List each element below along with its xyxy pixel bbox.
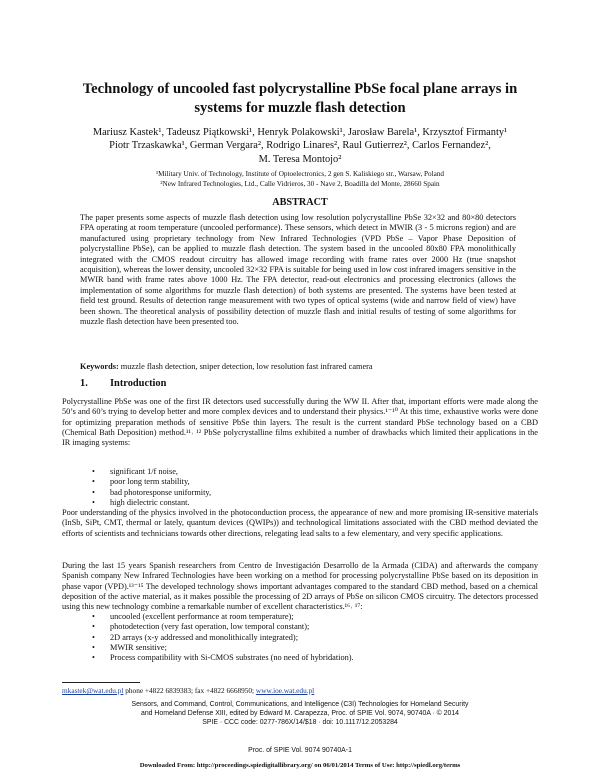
abstract-text: The paper presents some aspects of muzzle flash detection using low resolution polycrystalline PbSe 32×32 and 80×80 detectors FPA operating at room temperature (uncooled performance). These sensors, which detect in MWIR (3 - 5 microns region) and are manufactured using proprietary technology from New Infrared Technologies (VPD PbSe – Vapor Phase Deposition of polycrystalline PbSe), can be applied to muzzle flash detection. The system based in the uncooled 80x80 FPA monolithically integrated with the CMOS readout circuitry has allowed image recording with frame rates over 2000 Hz (true snapshot acquisition), whereas the lower density, uncooled 32×32 FPA is suitable for being used in low cost infrared imagers sensitive in the MWIR band with frame rates above 1000 Hz. The FPA detector, read-out electronics and processing electronics (allows the implementation of some algorithms for muzzle flash detection) of both systems are presented. The systems have been tested at field test ground. Results of detection range measurement with two types of optical systems (wide and narrow field of view) have been shown. The theoretical analysis of possibility detection of muzzle flash and initial results of testing of some algorithms for muzzle flash detection have been presented too. xyxy=(80,213,516,327)
list-item: • photodetection (very fast operation, low temporal constant); xyxy=(88,622,354,632)
affiliations xyxy=(60,169,540,189)
paper-title: Technology of uncooled fast polycrystalline PbSe focal plane arrays in systems for muzzle flash detection xyxy=(82,81,518,116)
footer-line-1: Sensors, and Command, Control, Communications, and Intelligence (C3I) Technologies for Homeland Security xyxy=(131,701,469,708)
section-title: Introduction xyxy=(110,378,167,389)
list-item: • 2D arrays (x-y addressed and monolithically integrated); xyxy=(88,633,354,643)
affiliation-2: ²New Infrared Technologies, Ltd., Calle Vidrieros, 30 - Nave 2, Boadilla del Monte, 28660 Spain xyxy=(160,180,440,188)
download-notice: Downloaded From: http://proceedings.spiedigitallibrary.org/ on 06/01/2014 Terms of Use: http://spiedl.org/terms xyxy=(139,762,461,769)
section-number: 1. xyxy=(80,378,88,389)
author-line-2: Piotr Trzaskawka¹, German Vergara², Rodrigo Linares², Raul Gutierrez², Carlos Fernandez², xyxy=(109,140,491,152)
list-item: • Process compatibility with Si-CMOS substrates (no need of hybridation). xyxy=(88,653,354,663)
contact-text: phone +4822 6839383; fax +4822 6668950; xyxy=(123,686,256,695)
author-line-3: M. Teresa Montojo² xyxy=(258,153,342,165)
keywords-text: muzzle flash detection, sniper detection, low resolution fast infrared camera xyxy=(118,362,373,371)
footnote-contact xyxy=(62,686,314,695)
intro-paragraph-1: Polycrystalline PbSe was one of the first IR detectors used successfully during the WW II. After that, important efforts were made along the 50’s and 60’s trying to develop better and more complex devices and to understand their physics.¹⁻¹⁰ At this time, exhaustive works were done for optimizing preparation methods of sensitive PbSe thin layers. The result is the current standard PbSe technology based on a CBD (Chemical Bath Deposition) method.¹¹˒ ¹² PbSe polycrystalline films exhibited a number of drawbacks which limited their applications in the IR imaging systems: xyxy=(62,397,538,448)
abstract-heading: ABSTRACT xyxy=(272,197,328,208)
keywords xyxy=(80,362,520,371)
publication-footer xyxy=(60,701,540,727)
list-item: • poor long term stability, xyxy=(88,477,211,487)
author-list xyxy=(60,126,540,166)
list-item: • bad photoresponse uniformity, xyxy=(88,488,211,498)
characteristics-list xyxy=(88,612,354,663)
author-line-1: Mariusz Kastek¹, Tadeusz Piątkowski¹, Henryk Polakowski¹, Jarosław Barela¹, Krzysztof Firmanty¹ xyxy=(92,127,508,138)
list-item: • MWIR sensitive; xyxy=(88,643,354,653)
page-number: Proc. of SPIE Vol. 9074 90740A-1 xyxy=(248,747,352,754)
email-link[interactable]: mkastek@wat.edu.pl xyxy=(62,686,124,695)
website-link[interactable]: www.ioe.wat.edu.pl xyxy=(255,686,315,695)
footer-line-3: SPIE · CCC code: 0277-786X/14/$18 · doi: 10.1117/12.2053284 xyxy=(202,718,398,726)
intro-paragraph-2: Poor understanding of the physics involved in the photoconduction process, the appearance of new and more promising IR-sensitive materials (InSb, SiPt, CMT, thermal or lately, quantum devices (QWIPs)) and technological limitations associated with the CBD method deviated the efforts of scientists and technicians towards other directions, relegating lead salts to a few elementary, and very specific applications. xyxy=(62,508,538,538)
list-item: • uncooled (excellent performance at room temperature); xyxy=(88,612,354,622)
affiliation-1: ¹Military Univ. of Technology, Institute of Optoelectronics, 2 gen S. Kaliskiego str., Warsaw, Poland xyxy=(155,170,445,178)
keywords-label: Keywords: xyxy=(80,362,119,371)
footnote-divider xyxy=(62,682,140,683)
section-heading-introduction xyxy=(80,378,166,389)
list-item: • significant 1/f noise, xyxy=(88,467,211,477)
list-item: • high dielectric constant. xyxy=(88,498,211,508)
drawbacks-list xyxy=(88,467,211,508)
footer-line-2: and Homeland Defense XIII, edited by Edward M. Carapezza, Proc. of SPIE Vol. 9074, 90740A · © 2014 xyxy=(140,709,460,717)
intro-paragraph-3: During the last 15 years Spanish researchers from Centro de Investigación Desarrollo de la Armada (CIDA) and afterwards the company Spanish company New Infrared Technologies have been working on a method for processing polycrystalline PbSe based on its deposition in phase vapor (VPD).¹³⁻¹⁵ The developed technology shows important advantages compared to the standard CBD method, based on a chemical deposition of the active material, as it makes possible the processing of 2D arrays of PbSe on silicon CMOS circuitry. The detectors processed using this new technology combine a remarkable number of excellent characteristics.¹⁶˒ ¹⁷: xyxy=(62,561,538,612)
